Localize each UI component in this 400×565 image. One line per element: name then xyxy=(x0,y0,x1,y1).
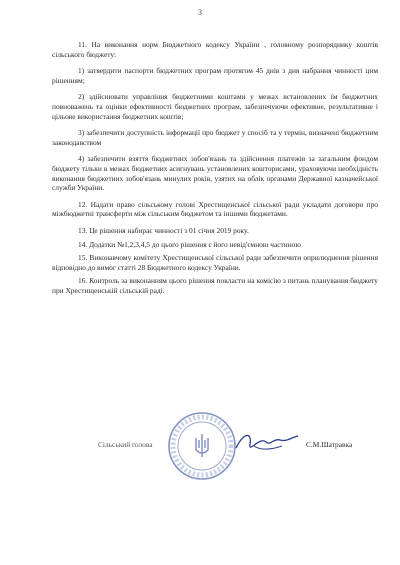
paragraph-16: 16. Контроль за виконанням цього рішення покласти на комісію з питань планування бюджету при Хрестищенській сільській раді. xyxy=(52,276,378,295)
document-body xyxy=(52,40,378,299)
signatory-name: С.М.Шатравка xyxy=(306,440,353,449)
handwritten-signature-icon xyxy=(230,426,302,458)
paragraph-11-1: 1) затвердити паспорти бюджетних програм протягом 45 днів з дня набрання чинності цим рішенням; xyxy=(52,66,378,85)
paragraph-11-2: 2) здійснювати управління бюджетними коштами у межах встановлених їм бюджетних повноважень та оцінки ефективності бюджетних програм, забезпечуючи ефективне, результативне і цільове використання бюджетних коштів; xyxy=(52,92,378,121)
official-seal-icon xyxy=(166,410,238,482)
paragraph-13: 13. Це рішення набирає чинності з 01 січня 2019 року. xyxy=(78,225,249,235)
signature-block xyxy=(0,432,400,492)
paragraph-11: 11. На виконання норм Бюджетного кодексу України , головному розпоряднику коштів сільського бюджету: xyxy=(52,40,378,59)
paragraph-12: 12. Надати право сільському голові Хрестищенської сільської ради укладати договори про міжбюджетні трансферти між сільським бюджетом та іншими бюджетами. xyxy=(52,199,378,219)
paragraph-15: 15. Виконавчому комітету Хрестищенської сільської ради забезпечити оприлюднення рішення відповідно до вимог статті 28 Бюджетного кодексу України. xyxy=(52,253,378,272)
paragraph-11-3: 3) забезпечити доступність інформації про бюджет у спосіб та у термін, визначені бюджетним законодавством xyxy=(52,128,378,147)
paragraph-14: 14. Додатки №1,2,3,4,5 до цього рішення є його невід'ємною частиною xyxy=(78,239,301,249)
paragraph-11-4: 4) забезпечити взяття бюджетних зобов'язань та здійснення платежів за загальним фондом бюджету тільки в межах бюджетних асигнувань установлених кошторисами, ураховуючи необхідність виконання бюджетних зобов'язань минулих років, узятих на облік органами Державної казначейської служби України. xyxy=(52,154,378,193)
page-number: 3 xyxy=(198,8,202,17)
signatory-title: Сільський голова xyxy=(98,440,153,449)
